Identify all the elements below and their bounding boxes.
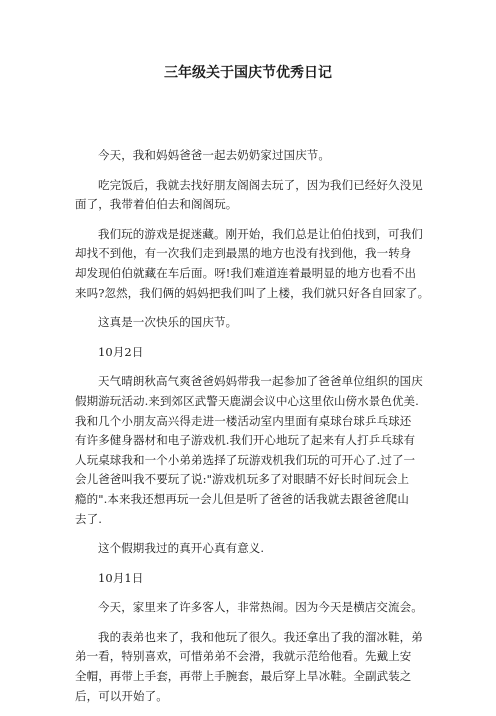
paragraph-line: 会儿爸爸叫我不要玩了说:"游戏机玩多了对眼睛不好长时间玩会上 [75, 472, 410, 487]
paragraph-line: 10月1日 [98, 570, 144, 585]
paragraph-line: 人玩桌球我和一个小弟弟选择了玩游戏机我们玩的可开心了.过了一 [75, 452, 416, 467]
paragraph-line: 天气晴朗秋高气爽爸爸妈妈带我一起参加了爸爸单位组织的国庆 [98, 374, 423, 389]
paragraph [75, 598, 435, 618]
paragraph-line: 假期游玩活动.来到郊区武警天鹿湖会议中心这里依山傍水景色优美. [75, 393, 419, 408]
paragraph-line: 却找不到他，有一次我们走到最黑的地方也没有找到他，我一转身 [75, 246, 412, 261]
paragraph-line: 后，可以开始了。 [75, 688, 168, 703]
paragraph [75, 569, 435, 589]
paragraph [75, 372, 435, 529]
paragraph [75, 313, 435, 333]
paragraph [75, 628, 435, 706]
paragraph-line: 这个假期我过的真开心真有意义. [98, 541, 265, 556]
paragraph-line: 弟一看，特别喜欢，可惜弟弟不会滑，我就示范给他看。先戴上安 [75, 649, 412, 664]
paragraph-line: 我和几个小朋友高兴得走进一楼活动室内里面有桌球台球乒乓球还 [75, 413, 412, 428]
paragraph-line: 吃完饭后，我就去找好朋友阁阁去玩了，因为我们已经好久没见 [98, 177, 423, 192]
paragraph-line: 10月2日 [98, 344, 144, 359]
paragraph-line: 这真是一次快乐的国庆节。 [98, 315, 238, 330]
paragraph [75, 539, 435, 559]
document-title: 三年级关于国庆节优秀日记 [164, 65, 332, 81]
paragraph-line: 有许多健身器材和电子游戏机.我们开心地玩了起来有人打乒乓球有 [75, 433, 416, 448]
paragraph-line: 去了. [75, 511, 102, 526]
paragraph-line: 我的表弟也来了，我和他玩了很久。我还拿出了我的溜冰鞋，弟 [98, 629, 423, 644]
document-body [75, 146, 435, 716]
paragraph-line: 今天，家里来了许多客人，非常热闹。因为今天是横店交流会。 [98, 600, 423, 615]
paragraph-line: 今天，我和妈妈爸爸一起去奶奶家过国庆节。 [98, 148, 330, 162]
paragraph-line: 面了，我带着伯伯去和阁阁玩。 [75, 197, 238, 212]
paragraph-line: 我们玩的游戏是捉迷藏。刚开始，我们总是让伯伯找到，可我们 [98, 226, 423, 241]
paragraph [75, 225, 435, 303]
paragraph [75, 343, 435, 363]
paragraph-line: 全帽，再带上手套，再带上手腕套，最后穿上旱冰鞋。全副武装之 [75, 669, 412, 684]
paragraph [75, 176, 435, 215]
paragraph-line: 瘾的".本来我还想再玩一会儿但是听了爸爸的话我就去跟爸爸爬山 [75, 491, 409, 506]
paragraph-line: 却发现伯伯就藏在车后面。呀!我们难道连着最明显的地方也看不出 [75, 265, 417, 280]
paragraph-line: 来吗?忽然，我们俩的妈妈把我们叫了上楼，我们就只好各自回家了。 [75, 285, 430, 300]
paragraph [75, 146, 435, 166]
